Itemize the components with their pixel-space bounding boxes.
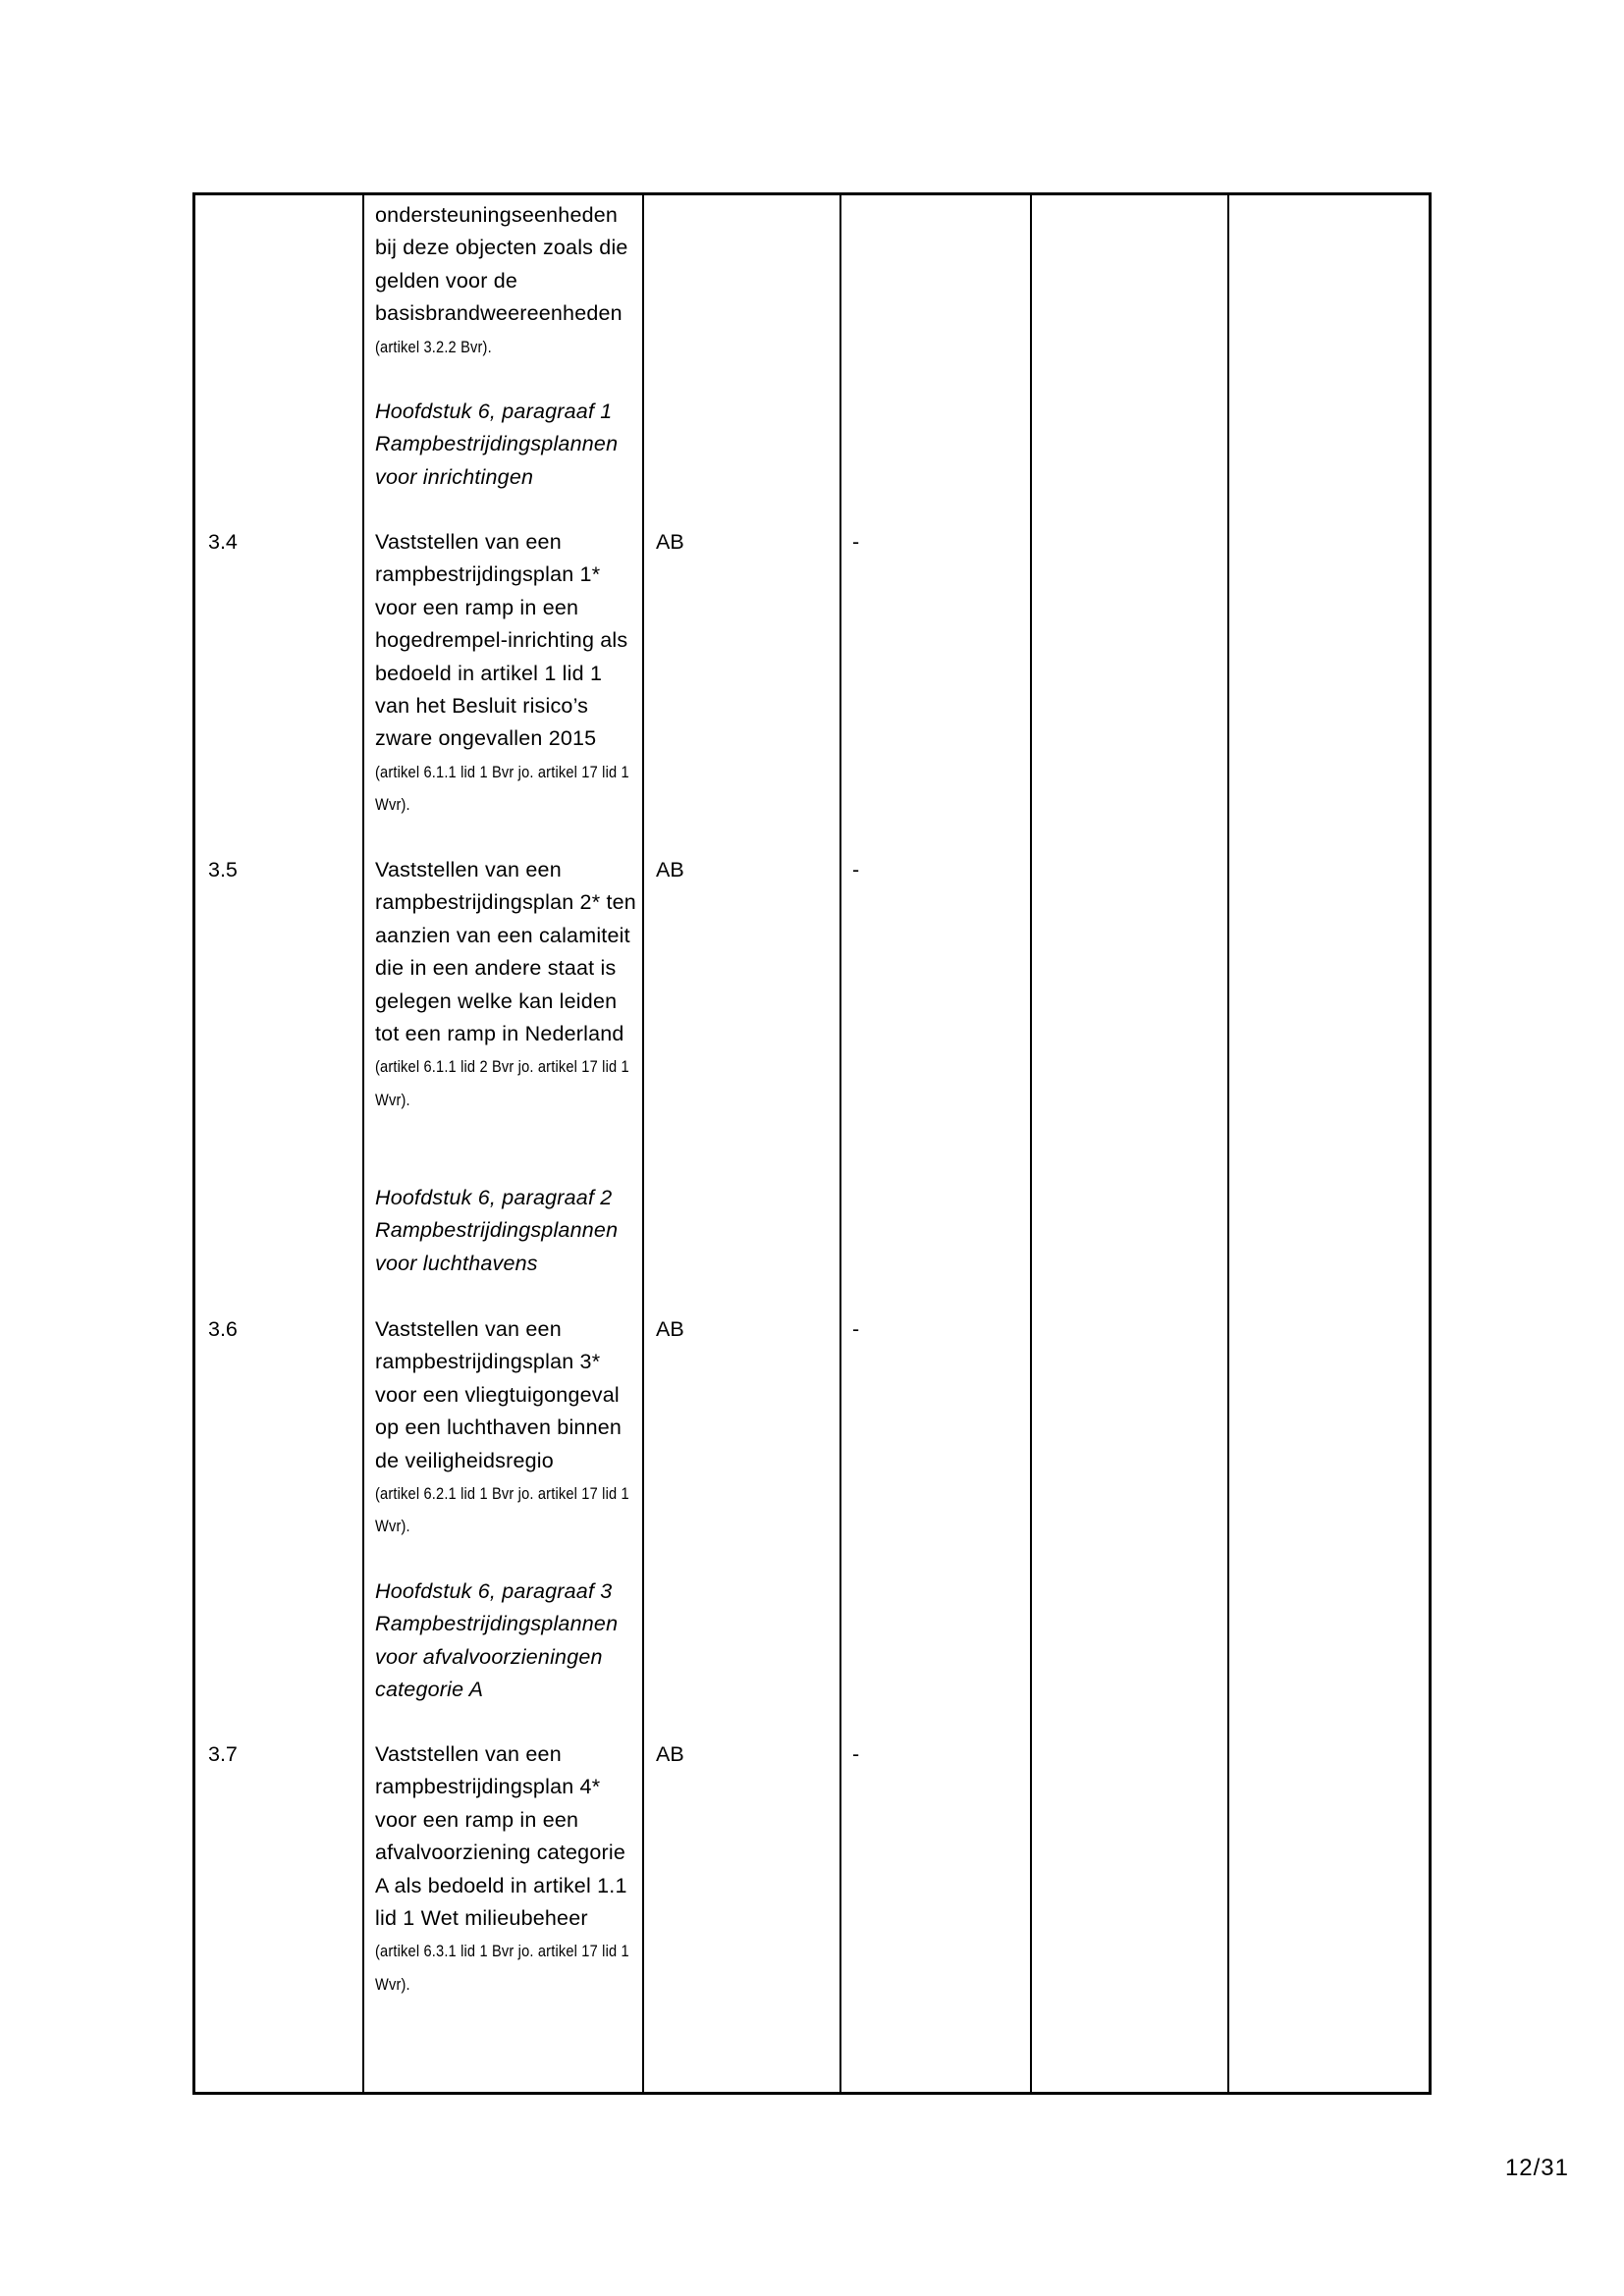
row-description-text: Vaststellen van een rampbestrijdingsplan 4* voor een ramp in een afvalvoorziening categorie A als bedoeld in artikel 1.1 lid 1 Wet milieubeheer: [375, 1742, 627, 1931]
row-description-text: Vaststellen van een rampbestrijdingsplan 1* voor een ramp in een hogedrempel-inrichting als bedoeld in artikel 1 lid 1 van het Besluit risico’s zware ongevallen 2015: [375, 530, 628, 751]
continued-description: [375, 199, 640, 363]
section-heading: Hoofdstuk 6, paragraaf 3 Rampbestrijdingsplannen voor afvalvoorzieningen categorie A: [375, 1579, 619, 1702]
page-number: 12/31: [1504, 2155, 1569, 2181]
row-number: 3.5: [208, 858, 238, 881]
row-mandate: -: [852, 530, 860, 554]
row-authority: AB: [656, 1742, 684, 1766]
section-heading: Hoofdstuk 6, paragraaf 1 Rampbestrijdingsplannen voor inrichtingen: [375, 400, 619, 489]
row-authority: AB: [656, 858, 684, 881]
row-reference: (artikel 6.1.1 lid 1 Bvr jo. artikel 17 lid 1 Wvr).: [375, 762, 629, 815]
row-description: [375, 1738, 640, 2001]
row-authority: AB: [656, 1317, 684, 1341]
row-mandate: -: [852, 858, 860, 881]
row-authority: AB: [656, 530, 684, 554]
row-number: 3.7: [208, 1742, 238, 1766]
continued-description-text: ondersteuningseenheden bij deze objecten zoals die gelden voor de basisbrandweereenheden: [375, 203, 628, 326]
row-number: 3.6: [208, 1317, 238, 1341]
row-description-text: Vaststellen van een rampbestrijdingsplan 2* ten aanzien van een calamiteit die in een andere staat is gelegen welke kan leiden tot een ramp in Nederland: [375, 858, 636, 1046]
row-reference: (artikel 6.3.1 lid 1 Bvr jo. artikel 17 lid 1 Wvr).: [375, 1942, 629, 1994]
row-number: 3.4: [208, 530, 238, 554]
row-description: [375, 1313, 640, 1543]
row-reference: (artikel 6.1.1 lid 2 Bvr jo. artikel 17 lid 1 Wvr).: [375, 1057, 629, 1109]
row-description-text: Vaststellen van een rampbestrijdingsplan 3* voor een vliegtuigongeval op een luchthaven binnen de veiligheidsregio: [375, 1317, 623, 1472]
row-reference: (artikel 6.2.1 lid 1 Bvr jo. artikel 17 lid 1 Wvr).: [375, 1484, 629, 1536]
row-mandate: -: [852, 1317, 860, 1341]
row-mandate: -: [852, 1742, 860, 1766]
continued-description-reference: (artikel 3.2.2 Bvr).: [375, 337, 492, 356]
section-heading: Hoofdstuk 6, paragraaf 2 Rampbestrijdingsplannen voor luchthavens: [375, 1186, 619, 1275]
row-description: [375, 854, 640, 1116]
row-description: [375, 526, 640, 822]
